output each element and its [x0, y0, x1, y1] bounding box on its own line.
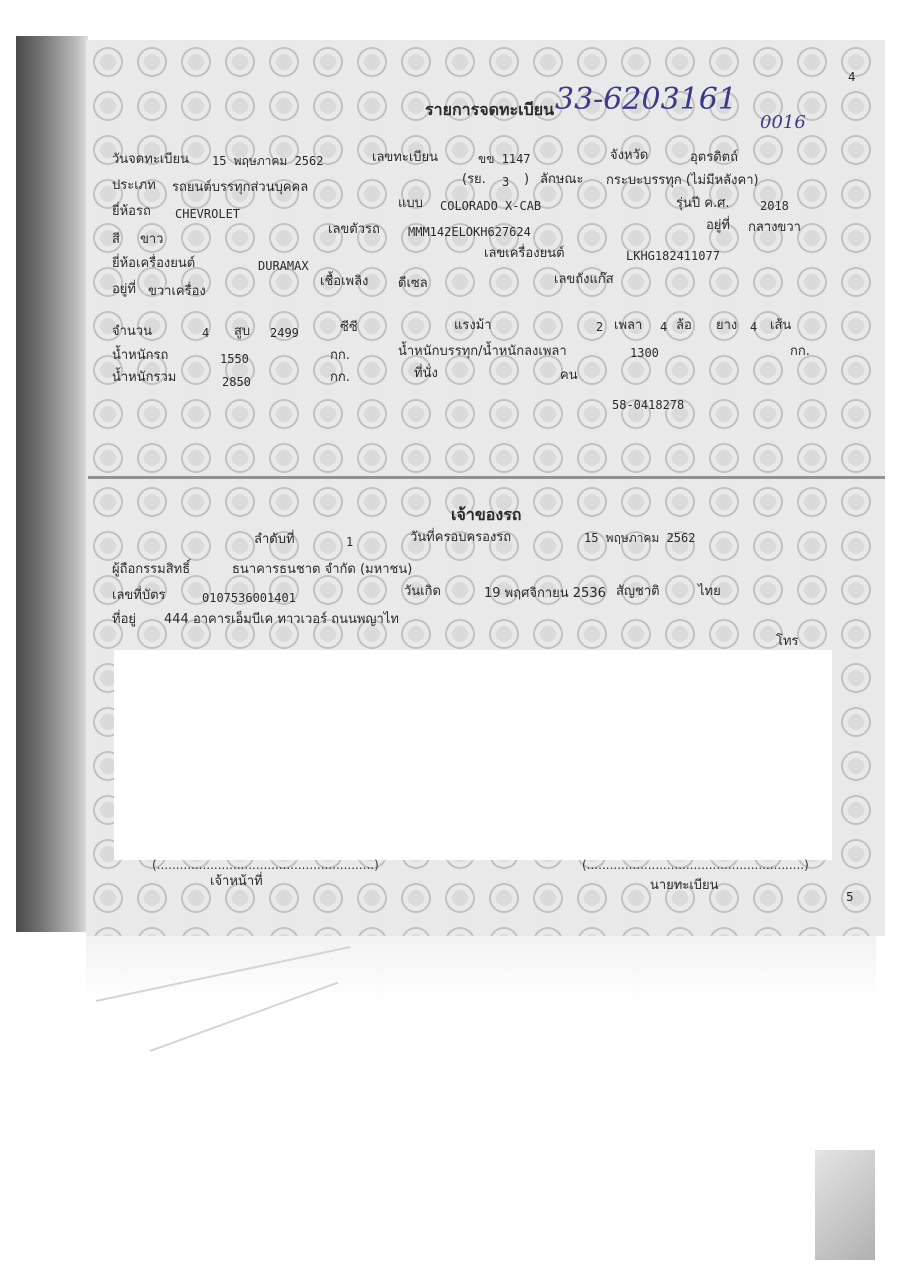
order-number: 1 [346, 535, 354, 549]
registrar-role: นายทะเบียน [650, 878, 719, 893]
lower-paper [86, 936, 876, 1266]
engine-brand-label: ยี่ห้อเครื่องยนต์ [112, 256, 196, 271]
id-number: 0107536001401 [202, 591, 296, 605]
ry-value: 3 [502, 175, 510, 189]
cylinder-count: 4 [202, 326, 210, 340]
model-year: 2018 [760, 199, 789, 213]
wheel-label: ล้อ [676, 318, 692, 333]
model: COLORADO X-CAB [440, 199, 542, 213]
tires-unit: เส้น [770, 318, 792, 333]
weight-unit: กก. [330, 348, 350, 363]
handwritten-sub: 0016 [760, 112, 806, 133]
count-label: จำนวน [112, 324, 152, 339]
body-character: กระบะบรรทุก (ไม่มีหลังคา) [606, 173, 759, 188]
chassis-label: เลขตัวรถ [328, 222, 380, 237]
engine-brand: DURAMAX [258, 259, 309, 273]
signature-line-left: (.........................................................) [152, 858, 379, 872]
load-weight: 1300 [630, 346, 659, 360]
cylinder-label: สูบ [234, 324, 251, 339]
axle-label: เพลา [614, 318, 643, 333]
holder-label: ผู้ถือกรรมสิทธิ์ [112, 562, 191, 577]
ry-label: (รย. [462, 172, 486, 187]
possession-date: 15 พฤษภาคม 2562 [584, 531, 696, 545]
address-label: ที่อยู่ [112, 612, 136, 627]
handwritten-number: 33-6203161 [555, 82, 737, 117]
engine-location-label: อยู่ที่ [112, 282, 136, 297]
redacted-area [114, 650, 832, 860]
gross-weight-label: น้ำหนักรวม [112, 370, 177, 385]
possession-label: วันที่ครอบครองรถ [410, 530, 512, 545]
officer-role: เจ้าหน้าที่ [210, 874, 263, 889]
order-label: ลำดับที่ [254, 532, 295, 547]
seats-unit: คน [560, 368, 578, 383]
reg-date: 15 พฤษภาคม 2562 [212, 154, 324, 168]
page-number-bottom: 5 [846, 890, 854, 904]
horsepower-label: แรงม้า [454, 318, 492, 333]
reg-date-label: วันจดทะเบียน [112, 152, 189, 167]
chassis-location-label: อยู่ที่ [706, 218, 730, 233]
wheel-count: 4 [660, 320, 668, 334]
address: 444 อาคารเอ็มบีเค ทาวเวอร์ ถนนพญาไท [164, 612, 399, 627]
birth-label: วันเกิด [404, 584, 441, 599]
cc-label: ซีซี [340, 320, 358, 335]
owner-title: เจ้าของรถ [451, 505, 522, 524]
chassis-number: MMM142ELOKH627624 [408, 225, 531, 239]
vehicle-type: รถยนต์บรรทุกส่วนบุคคล [172, 180, 309, 195]
gross-weight: 2850 [222, 375, 251, 389]
serial-number: 58-0418278 [612, 398, 685, 412]
province-label: จังหวัด [610, 148, 649, 163]
tires-label: ยาง [716, 318, 738, 333]
fuel: ดีเซล [398, 276, 428, 291]
displacement: 2499 [270, 326, 299, 340]
tire-count: 4 [750, 320, 758, 334]
phone-label: โทร [776, 634, 799, 649]
model-label: แบบ [398, 196, 423, 211]
type-label: ประเภท [112, 178, 156, 193]
load-label: น้ำหนักบรรทุก/น้ำหนักลงเพลา [398, 344, 567, 359]
fuel-label: เชื้อเพลิง [320, 274, 369, 289]
province: อุตรดิตถ์ [690, 150, 738, 165]
axle-count: 2 [596, 320, 604, 334]
color: ขาว [140, 232, 164, 247]
load-unit: กก. [790, 344, 810, 359]
reg-no: ขข 1147 [478, 152, 531, 166]
color-label: สี [112, 232, 120, 247]
nationality: ไทย [698, 584, 721, 599]
registration-title: รายการจดทะเบียน [425, 100, 555, 119]
engine-location: ขวาเครื่อง [148, 284, 206, 299]
scan-shadow [16, 36, 88, 932]
engine-number: LKHG182411077 [626, 249, 720, 263]
char-label: ลักษณะ [540, 172, 584, 187]
signature-line-right: (.........................................................) [582, 858, 809, 872]
birth-date: 19 พฤศจิกายน 2536 [484, 586, 606, 601]
gross-unit: กก. [330, 370, 350, 385]
ry-close: ) [524, 172, 530, 187]
nationality-label: สัญชาติ [616, 584, 660, 599]
brand-label: ยี่ห้อรถ [112, 204, 151, 219]
page-fold-line [88, 476, 885, 479]
chassis-location: กลางขวา [748, 220, 801, 235]
engine-number-label: เลขเครื่องยนต์ [484, 246, 565, 261]
brand: CHEVROLET [175, 207, 241, 221]
corner-smudge [815, 1150, 875, 1260]
holder-name: ธนาคารธนชาต จำกัด (มหาชน) [232, 562, 413, 577]
reg-no-label: เลขทะเบียน [372, 150, 439, 165]
gas-tank-label: เลขถังแก๊ส [554, 272, 614, 287]
vehicle-weight: 1550 [220, 352, 249, 366]
weight-label: น้ำหนักรถ [112, 348, 169, 363]
id-label: เลขที่บัตร [112, 588, 166, 603]
page-number-top: 4 [848, 70, 856, 84]
seats-label: ที่นั่ง [414, 366, 438, 381]
year-label: รุ่นปี ค.ศ. [676, 196, 730, 211]
